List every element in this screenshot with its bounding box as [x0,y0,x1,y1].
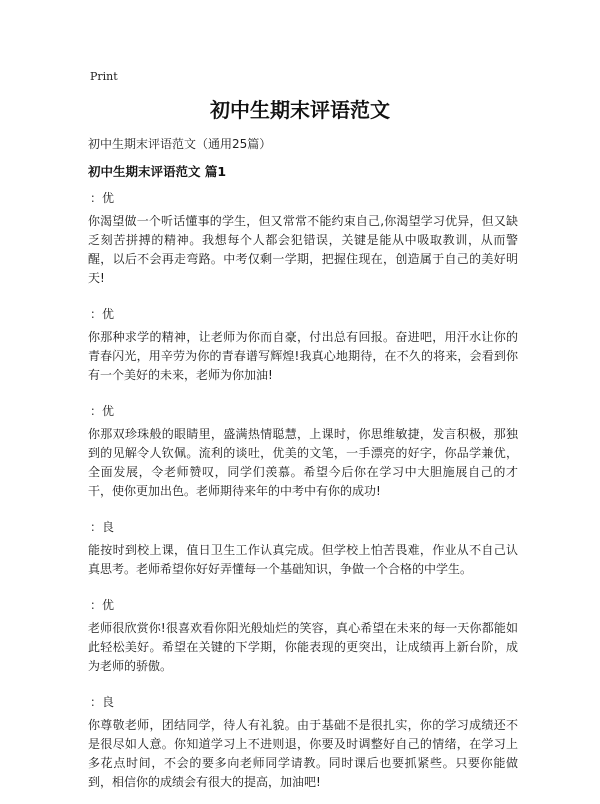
comment-entry [88,513,518,579]
comment-text: 能按时到校上课，值日卫生工作认真完成。但学校上怕苦畏难，作业从不自己认真思考。老师希望你好好弄懂每一个基础知识，争做一个合格的中学生。 [88,543,518,576]
print-label[interactable]: Print [90,70,118,83]
comment-text: 你尊敬老师，团结同学，待人有礼貌。由于基础不是很扎实，你的学习成绩还不是很尽如人意。你知道学习上不进则退，你要及时调整好自己的情绪，在学习上多花点时间，不会的要多向老师同学请教。同时课后也要抓紧些。只要你能做到，相信你的成绩会有很大的提高，加油吧! [88,718,518,789]
page-title: 初中生期末评语范文 [210,98,390,122]
section-title: 初中生期末评语范文 篇1 [88,164,227,179]
grade-label: ：优 [90,307,115,321]
comment-text: 你那种求学的精神，让老师为你而自豪，付出总有回报。奋进吧，用汗水让你的青春闪光，用辛劳为你的青春谱写辉煌!我真心地期待，在不久的将来，会看到你有一个美好的未来，老师为你加油! [88,330,518,382]
grade-label: ：良 [90,520,115,534]
comment-entry [88,591,518,676]
comment-text: 你渴望做一个听话懂事的学生，但又常常不能约束自己,你渴望学习优异，但又缺乏刻苦拼搏的精神。我想每个人都会犯错误，关键是能从中吸取教训，从而警醒，以后不会再走弯路。中考仅剩一学期，把握住现在，创造属于自己的美好明天! [88,214,518,285]
grade-label: ：良 [90,695,115,709]
comment-entry [88,184,518,288]
comment-entry [88,300,518,385]
comment-text: 老师很欣赏你!很喜欢看你阳光般灿烂的笑容，真心希望在未来的每一天你都能如此轻松美好。希望在关键的下学期，你能表现的更突出，让成绩再上新台阶，成为老师的骄傲。 [88,621,518,673]
grade-label: ：优 [90,191,115,205]
grade-label: ：优 [90,404,115,418]
comment-list [88,184,518,804]
document-subtitle: 初中生期末评语范文（通用25篇） [88,137,272,151]
comment-entry [88,688,518,792]
comment-text: 你那双珍珠般的眼睛里，盛满热情聪慧，上课时，你思维敏捷，发言积极，那独到的见解令人钦佩。流利的谈吐，优美的文笔，一手漂亮的好字，你品学兼优，全面发展，令老师赞叹，同学们羡慕。希望今后你在学习中大胆施展自己的才干，使你更加出色。老师期待来年的中考中有你的成功! [88,427,518,498]
grade-label: ：优 [90,598,115,612]
comment-entry [88,397,518,501]
